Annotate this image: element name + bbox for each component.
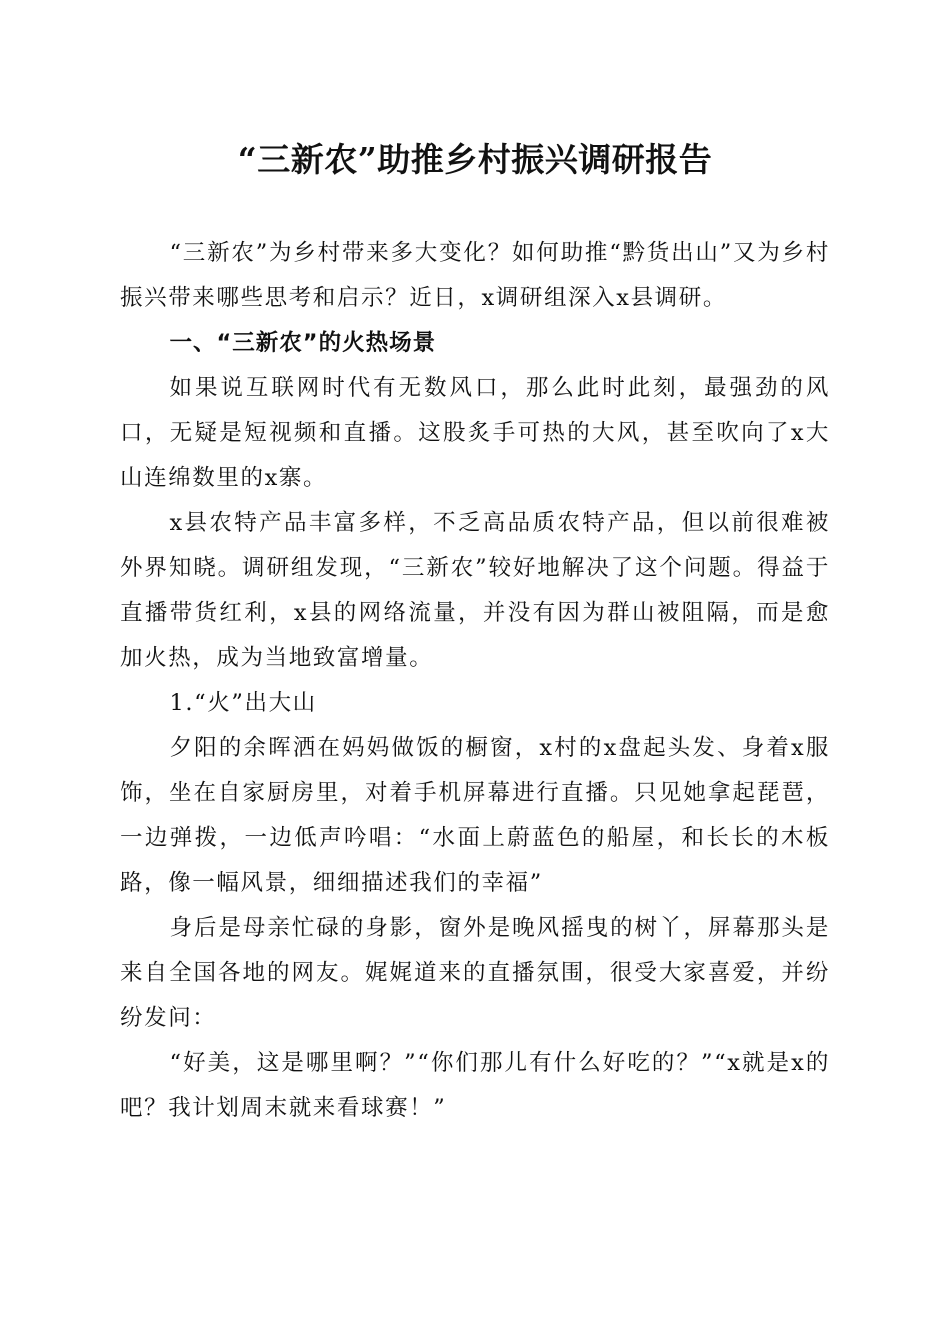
body-paragraph: 身后是母亲忙碌的身影，窗外是晚风摇曳的树丫，屏幕那头是来自全国各地的网友。娓娓道来的直播氛围，很受大家喜爱，并纷纷发问：	[120, 915, 830, 1031]
body-paragraph: 如果说互联网时代有无数风口，那么此时此刻，最强劲的风口，无疑是短视频和直播。这股炙手可热的大风，甚至吹向了x大山连绵数里的x寨。	[120, 375, 830, 491]
document-title: “三新农”助推乡村振兴调研报告	[237, 140, 713, 179]
subsection-heading: 1.“火”出大山	[169, 690, 317, 716]
body-paragraph: x县农特产品丰富多样，不乏高品质农特产品，但以前很难被外界知晓。调研组发现，“三新农”较好地解决了这个问题。得益于直播带货红利，x县的网络流量，并没有因为群山被阻隔，而是愈加火热，成为当地致富增量。	[120, 510, 830, 671]
body-paragraph: “好美，这是哪里啊？”“你们那儿有什么好吃的？”“x就是x的吧？我计划周末就来看球赛！”	[120, 1050, 830, 1121]
document-body	[120, 231, 830, 1131]
intro-paragraph: “三新农”为乡村带来多大变化？如何助推“黔货出山”又为乡村振兴带来哪些思考和启示？近日，x调研组深入x县调研。	[120, 240, 830, 311]
body-paragraph: 夕阳的余晖洒在妈妈做饭的橱窗，x村的x盘起头发、身着x服饰，坐在自家厨房里，对着手机屏幕进行直播。只见她拿起琵琶，一边弹拨，一边低声吟唱：“水面上蔚蓝色的船屋，和长长的木板路，像一幅风景，细细描述我们的幸福”	[120, 735, 830, 896]
section-heading: 一、“三新农”的火热场景	[169, 330, 437, 356]
